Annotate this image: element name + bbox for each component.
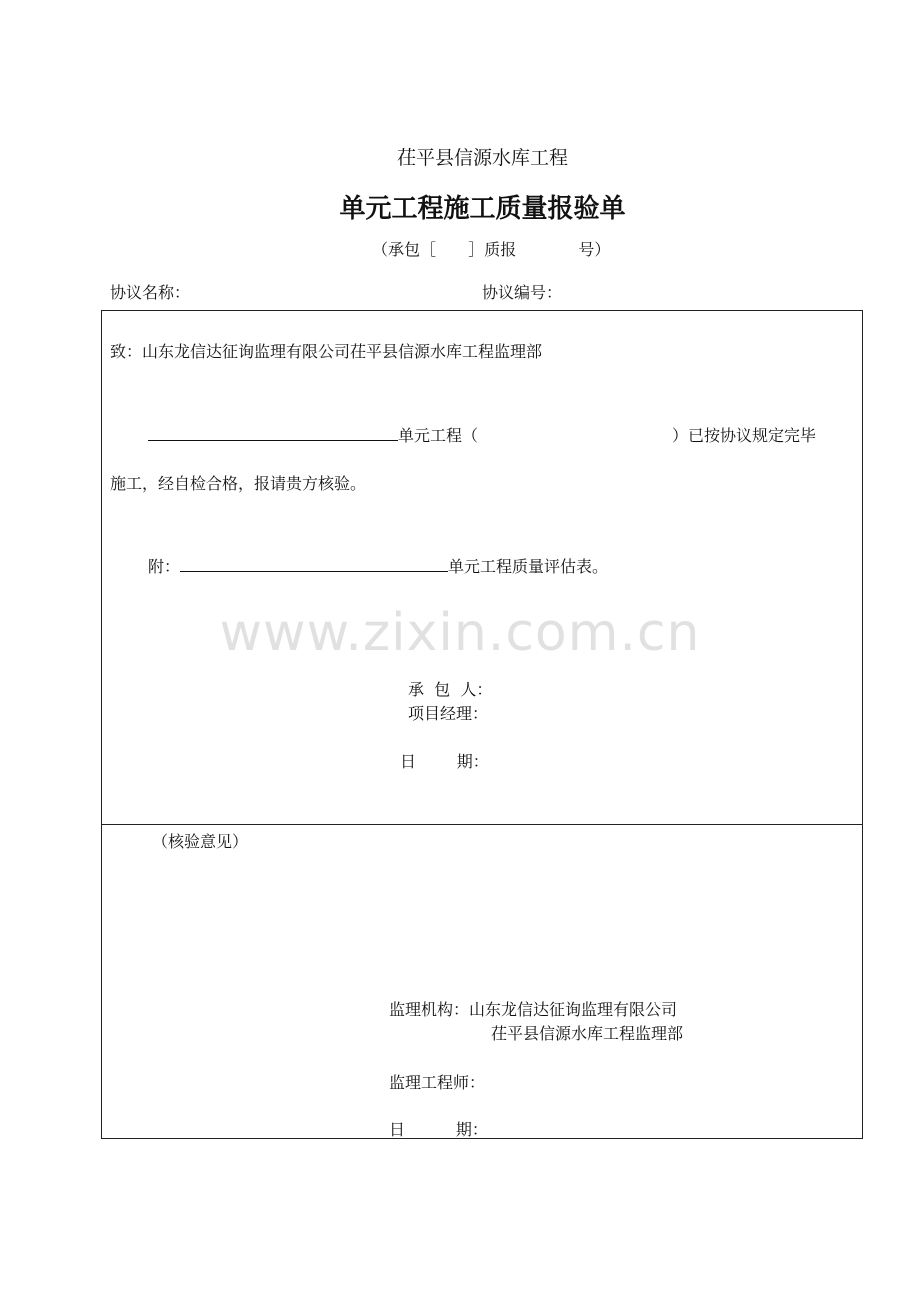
contractor-label: 承 包 人： [408, 680, 493, 699]
application-date-label: 日 期： [400, 752, 489, 771]
report-number-suffix: 号） [578, 240, 611, 259]
project-manager-label: 项目经理： [408, 704, 489, 723]
unit-text-part2: ）已按协议规定完毕 [672, 426, 817, 445]
project-subtitle: 茌平县信源水库工程 [396, 147, 568, 169]
review-date-label: 日 期： [389, 1120, 488, 1139]
supervision-engineer-label: 监理工程师： [389, 1073, 486, 1092]
attachment-suffix: 单元工程质量评估表。 [448, 557, 609, 576]
supervision-org-label: 监理机构：山东龙信达征询监理有限公司 [389, 1000, 678, 1019]
attachment-blank [180, 557, 448, 572]
self-check-line: 施工，经自检合格，报请贵方核验。 [110, 474, 367, 493]
unit-engineering-line [148, 423, 816, 446]
attachment-label: 附： [148, 557, 181, 576]
report-number-open: （承包［ [372, 240, 437, 259]
addressee-line: 致：山东龙信达征询监理有限公司茌平县信源水库工程监理部 [110, 342, 543, 361]
section-divider [102, 824, 862, 825]
report-number-close: ］质报 [468, 240, 517, 259]
contract-name-label: 协议名称： [110, 283, 191, 302]
watermark: www.zixin.com.cn [219, 603, 701, 663]
report-number-line [372, 237, 610, 260]
form-title: 单元工程施工质量报验单 [339, 194, 626, 224]
contract-number-label: 协议编号： [482, 283, 563, 302]
unit-name-blank [148, 426, 398, 441]
unit-text-part1: 单元工程（ [398, 426, 479, 445]
attachment-line [148, 554, 608, 577]
supervision-org-line2: 茌平县信源水库工程监理部 [491, 1024, 684, 1043]
review-opinion-label: （核验意见） [152, 832, 249, 851]
report-form-table [101, 310, 863, 1139]
